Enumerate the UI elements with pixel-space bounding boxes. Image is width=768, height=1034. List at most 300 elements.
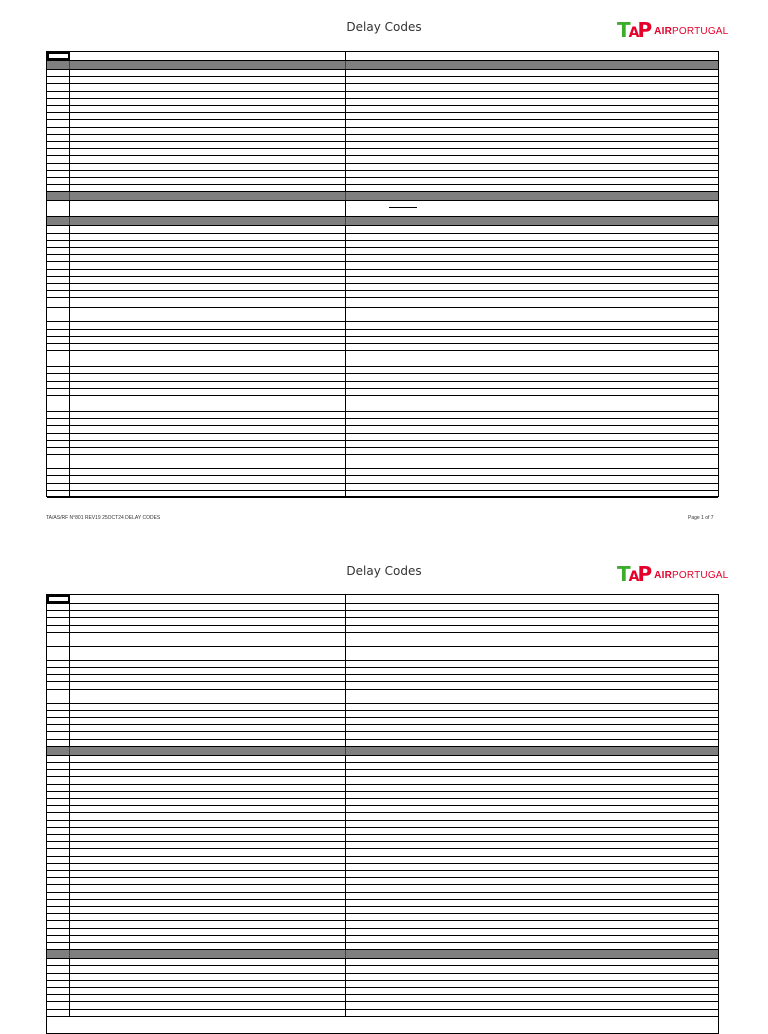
table-row xyxy=(47,611,718,618)
description-cell xyxy=(70,675,346,681)
table-row xyxy=(47,633,718,647)
table-row xyxy=(47,142,718,149)
code-cell xyxy=(47,164,70,170)
description-cell xyxy=(70,52,346,60)
description-cell xyxy=(70,248,346,254)
description-cell xyxy=(70,595,346,603)
description-cell xyxy=(70,226,346,232)
code-cell xyxy=(47,950,70,958)
table-section-band xyxy=(47,61,718,70)
code-cell xyxy=(47,604,70,610)
code-cell xyxy=(47,988,70,994)
code-cell xyxy=(47,914,70,920)
code-cell xyxy=(47,770,70,776)
description-cell xyxy=(70,77,346,83)
table-row xyxy=(47,156,718,163)
code-cell xyxy=(47,128,70,134)
code-cell xyxy=(47,241,70,247)
description-cell xyxy=(70,907,346,913)
code-cell xyxy=(47,374,70,380)
code-cell xyxy=(47,234,70,240)
table-row xyxy=(47,330,718,337)
table-row xyxy=(47,936,718,943)
code-cell xyxy=(47,248,70,254)
description-cell xyxy=(70,330,346,336)
code-cell xyxy=(47,995,70,1001)
code-cell xyxy=(47,308,70,321)
description-cell xyxy=(70,113,346,119)
description-cell xyxy=(70,374,346,380)
code-cell xyxy=(47,618,70,624)
description-cell xyxy=(70,396,346,411)
table-row xyxy=(47,907,718,914)
code-cell xyxy=(47,849,70,855)
code-cell xyxy=(47,255,70,261)
table-row xyxy=(47,426,718,433)
table-row xyxy=(47,668,718,675)
table-row xyxy=(47,690,718,704)
description-cell xyxy=(70,142,346,148)
description-cell xyxy=(70,178,346,184)
description-cell xyxy=(70,476,346,482)
description-cell xyxy=(70,792,346,798)
code-cell xyxy=(47,974,70,980)
table-section-band xyxy=(47,192,718,201)
description-cell xyxy=(70,277,346,283)
code-cell xyxy=(47,661,70,667)
description-cell xyxy=(70,234,346,240)
table-row xyxy=(47,234,718,241)
table-row xyxy=(47,270,718,277)
description-cell xyxy=(70,201,346,216)
code-cell xyxy=(47,718,70,724)
table-row xyxy=(47,806,718,813)
table-row xyxy=(47,70,718,77)
code-cell xyxy=(47,135,70,141)
description-cell xyxy=(70,84,346,90)
description-cell xyxy=(70,171,346,177)
table-row xyxy=(47,914,718,921)
table-row xyxy=(47,618,718,625)
code-cell xyxy=(47,476,70,482)
code-cell xyxy=(47,633,70,646)
description-cell xyxy=(70,626,346,632)
table-row xyxy=(47,995,718,1002)
table-row xyxy=(47,77,718,84)
table-row xyxy=(47,185,718,192)
tap-logo-mark: TAP xyxy=(617,562,651,586)
page-title: Delay Codes xyxy=(346,564,422,578)
table-row xyxy=(47,106,718,113)
table-row xyxy=(47,821,718,828)
description-cell xyxy=(70,217,346,225)
code-cell xyxy=(47,262,70,268)
table-row xyxy=(47,974,718,981)
table-row xyxy=(47,448,718,455)
table-row xyxy=(47,792,718,799)
table-row xyxy=(47,308,718,322)
code-cell xyxy=(47,142,70,148)
table-row xyxy=(47,120,718,127)
description-cell xyxy=(70,966,346,972)
code-cell xyxy=(47,885,70,891)
code-cell xyxy=(47,201,70,216)
code-cell xyxy=(47,842,70,848)
table-row xyxy=(47,291,718,298)
code-cell xyxy=(47,611,70,617)
table-row xyxy=(47,943,718,950)
description-cell xyxy=(70,120,346,126)
table-row xyxy=(47,419,718,426)
tap-logo-mark: TAP xyxy=(617,18,651,42)
table-row xyxy=(47,201,718,217)
code-cell xyxy=(47,929,70,935)
code-cell xyxy=(47,217,70,225)
code-cell xyxy=(47,711,70,717)
code-cell xyxy=(47,291,70,297)
description-cell xyxy=(70,799,346,805)
description-cell xyxy=(70,255,346,261)
table-row xyxy=(47,921,718,928)
description-cell xyxy=(70,344,346,350)
description-cell xyxy=(70,389,346,395)
description-cell xyxy=(70,149,346,155)
description-cell xyxy=(70,604,346,610)
table-row xyxy=(47,857,718,864)
code-cell xyxy=(47,185,70,191)
code-cell xyxy=(47,668,70,674)
description-cell xyxy=(70,849,346,855)
code-cell xyxy=(47,351,70,366)
description-cell xyxy=(70,828,346,834)
code-cell xyxy=(47,763,70,769)
description-cell xyxy=(70,921,346,927)
footer-doc-ref: TA/AS/RF N°801 REV19 25OCT24 DELAY CODES xyxy=(46,515,161,521)
table-row xyxy=(47,113,718,120)
table-row xyxy=(47,770,718,777)
description-cell xyxy=(70,732,346,738)
description-cell xyxy=(70,298,346,307)
description-cell xyxy=(70,885,346,891)
description-cell xyxy=(70,718,346,724)
code-cell xyxy=(47,61,70,69)
delay-codes-table xyxy=(46,594,719,1034)
code-cell xyxy=(47,864,70,870)
table-row xyxy=(47,298,718,308)
description-cell xyxy=(70,995,346,1001)
code-cell xyxy=(47,484,70,490)
code-cell xyxy=(47,799,70,805)
table-row xyxy=(47,284,718,291)
description-cell xyxy=(70,711,346,717)
code-cell xyxy=(47,893,70,899)
code-cell xyxy=(47,52,70,60)
table-row xyxy=(47,661,718,668)
table-row xyxy=(47,763,718,770)
description-cell xyxy=(70,943,346,949)
code-cell xyxy=(47,682,70,688)
table-row xyxy=(47,732,718,739)
description-cell xyxy=(70,419,346,425)
table-row xyxy=(47,164,718,171)
code-cell xyxy=(47,149,70,155)
table-row xyxy=(47,725,718,732)
table-row xyxy=(47,929,718,936)
code-cell xyxy=(47,806,70,812)
description-cell xyxy=(70,270,346,276)
code-cell xyxy=(47,792,70,798)
description-cell xyxy=(70,633,346,646)
description-cell xyxy=(70,835,346,841)
code-cell xyxy=(47,704,70,710)
description-cell xyxy=(70,857,346,863)
table-row xyxy=(47,959,718,966)
table-row xyxy=(47,241,718,248)
description-cell xyxy=(70,618,346,624)
description-cell xyxy=(70,704,346,710)
table-row xyxy=(47,226,718,233)
code-cell xyxy=(47,70,70,76)
tap-logo xyxy=(617,564,728,587)
code-cell xyxy=(47,1010,70,1016)
code-cell xyxy=(47,298,70,307)
table-row xyxy=(47,92,718,99)
table-row xyxy=(47,864,718,871)
description-cell xyxy=(70,747,346,755)
description-cell xyxy=(70,351,346,366)
code-cell xyxy=(47,740,70,746)
code-cell xyxy=(47,747,70,755)
description-cell xyxy=(70,878,346,884)
table-row xyxy=(47,718,718,725)
code-cell xyxy=(47,113,70,119)
code-cell xyxy=(47,84,70,90)
description-cell xyxy=(70,185,346,191)
table-row xyxy=(47,704,718,711)
page-2 xyxy=(0,540,768,1024)
description-cell xyxy=(70,785,346,791)
description-cell xyxy=(70,92,346,98)
tap-logo xyxy=(617,20,728,43)
table-row xyxy=(47,647,718,661)
code-cell xyxy=(47,647,70,660)
code-cell xyxy=(47,981,70,987)
code-cell xyxy=(47,813,70,819)
code-cell xyxy=(47,675,70,681)
description-cell xyxy=(70,777,346,783)
code-cell xyxy=(47,337,70,343)
code-cell xyxy=(47,192,70,200)
code-cell xyxy=(47,382,70,388)
description-cell xyxy=(70,434,346,440)
table-row xyxy=(47,476,718,483)
code-cell xyxy=(47,871,70,877)
description-cell xyxy=(70,70,346,76)
code-cell xyxy=(47,900,70,906)
code-cell xyxy=(47,828,70,834)
description-cell xyxy=(70,763,346,769)
description-cell xyxy=(70,871,346,877)
airportugal-wordmark: AIRPORTUGAL xyxy=(654,26,729,37)
description-cell xyxy=(70,241,346,247)
code-cell xyxy=(47,226,70,232)
code-cell xyxy=(47,156,70,162)
description-cell xyxy=(70,981,346,987)
code-cell xyxy=(47,921,70,927)
code-cell xyxy=(47,284,70,290)
description-cell xyxy=(70,128,346,134)
code-cell xyxy=(47,595,70,603)
code-cell xyxy=(47,690,70,703)
description-cell xyxy=(70,337,346,343)
table-row xyxy=(47,835,718,842)
code-cell xyxy=(47,1002,70,1008)
code-cell xyxy=(47,171,70,177)
table-row xyxy=(47,412,718,419)
description-cell xyxy=(70,974,346,980)
table-row xyxy=(47,799,718,806)
table-row xyxy=(47,322,718,329)
description-cell xyxy=(70,900,346,906)
table-row xyxy=(47,785,718,792)
code-cell xyxy=(47,277,70,283)
description-cell xyxy=(70,1002,346,1008)
table-row xyxy=(47,828,718,835)
table-row xyxy=(47,178,718,185)
code-cell xyxy=(47,469,70,475)
code-cell xyxy=(47,491,70,497)
description-cell xyxy=(70,647,346,660)
table-section-band xyxy=(47,217,718,226)
table-row xyxy=(47,842,718,849)
description-cell xyxy=(70,99,346,105)
table-row xyxy=(47,1010,718,1017)
code-cell xyxy=(47,106,70,112)
description-cell xyxy=(70,864,346,870)
table-row xyxy=(47,756,718,763)
description-cell xyxy=(70,262,346,268)
table-row xyxy=(47,389,718,396)
table-row xyxy=(47,441,718,448)
table-row xyxy=(47,344,718,351)
delay-codes-table xyxy=(46,51,719,497)
description-cell xyxy=(70,469,346,475)
description-cell xyxy=(70,484,346,490)
code-cell xyxy=(47,966,70,972)
code-cell xyxy=(47,367,70,373)
table-row xyxy=(47,777,718,784)
code-cell xyxy=(47,419,70,425)
description-cell xyxy=(70,893,346,899)
description-cell xyxy=(70,61,346,69)
table-row xyxy=(47,262,718,269)
table-row xyxy=(47,255,718,262)
code-cell xyxy=(47,412,70,418)
description-cell xyxy=(70,806,346,812)
table-row xyxy=(47,893,718,900)
page-title: Delay Codes xyxy=(346,20,422,34)
code-cell xyxy=(47,907,70,913)
table-row xyxy=(47,469,718,476)
description-cell xyxy=(70,988,346,994)
code-cell xyxy=(47,330,70,336)
description-cell xyxy=(70,661,346,667)
code-cell xyxy=(47,344,70,350)
code-cell xyxy=(47,943,70,949)
code-cell xyxy=(47,777,70,783)
table-row xyxy=(47,396,718,412)
code-cell xyxy=(47,821,70,827)
description-cell xyxy=(70,914,346,920)
description-cell xyxy=(70,821,346,827)
table-row xyxy=(47,135,718,142)
description-cell xyxy=(70,367,346,373)
table-row xyxy=(47,277,718,284)
table-section-band xyxy=(47,747,718,756)
code-cell xyxy=(47,434,70,440)
description-cell xyxy=(70,491,346,497)
description-cell xyxy=(70,448,346,454)
description-cell xyxy=(70,740,346,746)
table-row xyxy=(47,604,718,611)
description-cell xyxy=(70,192,346,200)
table-row xyxy=(47,367,718,374)
description-cell xyxy=(70,668,346,674)
table-section-band xyxy=(47,950,718,959)
table-row xyxy=(47,966,718,973)
code-cell xyxy=(47,396,70,411)
table-row xyxy=(47,878,718,885)
code-cell xyxy=(47,426,70,432)
code-cell xyxy=(47,389,70,395)
table-row xyxy=(47,128,718,135)
table-row xyxy=(47,484,718,491)
table-row xyxy=(47,374,718,381)
description-cell xyxy=(70,611,346,617)
code-cell xyxy=(47,785,70,791)
description-cell xyxy=(70,156,346,162)
underline-mark xyxy=(389,207,417,208)
table-row xyxy=(47,988,718,995)
code-cell xyxy=(47,626,70,632)
code-cell xyxy=(47,441,70,447)
code-cell xyxy=(47,936,70,942)
code-cell xyxy=(47,322,70,328)
table-row xyxy=(47,871,718,878)
description-cell xyxy=(70,936,346,942)
table-row xyxy=(47,885,718,892)
table-row xyxy=(47,1002,718,1009)
description-cell xyxy=(70,770,346,776)
description-cell xyxy=(70,1010,346,1016)
code-cell xyxy=(47,878,70,884)
description-cell xyxy=(70,382,346,388)
code-cell xyxy=(47,77,70,83)
table-row xyxy=(47,849,718,856)
code-cell xyxy=(47,448,70,454)
description-cell xyxy=(70,756,346,762)
table-row xyxy=(47,99,718,106)
table-row xyxy=(47,491,718,498)
description-cell xyxy=(70,106,346,112)
table-row xyxy=(47,248,718,255)
table-row xyxy=(47,84,718,91)
description-cell xyxy=(70,441,346,447)
table-row xyxy=(47,711,718,718)
table-row xyxy=(47,382,718,389)
description-cell xyxy=(70,690,346,703)
description-cell xyxy=(70,135,346,141)
